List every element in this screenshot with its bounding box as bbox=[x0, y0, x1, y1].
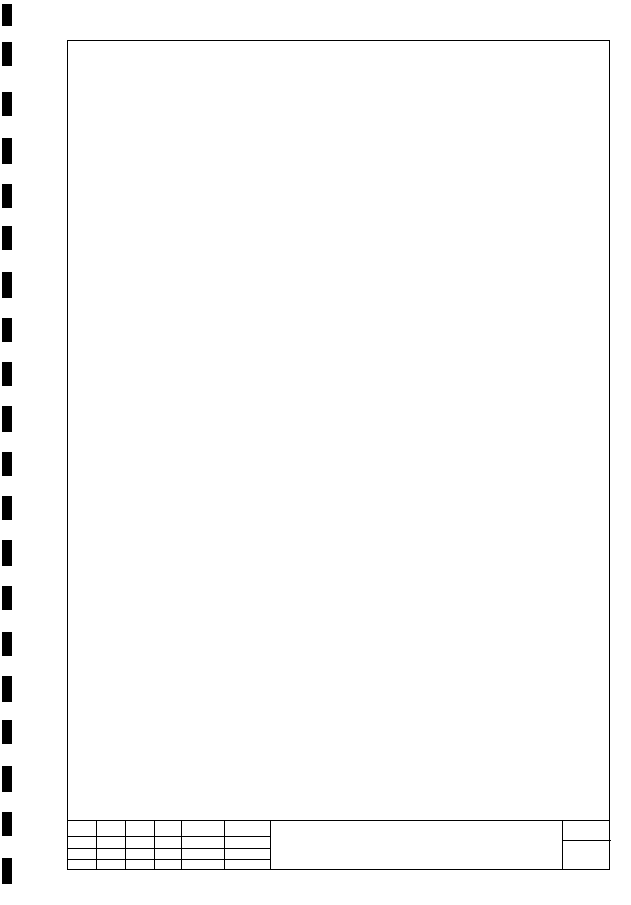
binding-mark bbox=[2, 4, 12, 26]
binding-mark bbox=[2, 318, 12, 342]
binding-mark bbox=[2, 540, 12, 566]
title-block bbox=[68, 820, 609, 869]
page-frame bbox=[67, 40, 610, 870]
stamp-col bbox=[182, 821, 225, 869]
binding-mark bbox=[2, 812, 12, 836]
caption-line bbox=[68, 52, 609, 61]
stamp-rule bbox=[68, 848, 271, 849]
binding-mark bbox=[2, 632, 12, 656]
binding-mark bbox=[2, 138, 12, 164]
binding-mark bbox=[2, 362, 12, 386]
stamp-col bbox=[225, 821, 271, 869]
section-caption bbox=[68, 52, 609, 80]
binding-mark bbox=[2, 272, 12, 298]
binding-mark bbox=[2, 226, 12, 250]
binding-mark bbox=[2, 858, 12, 884]
stamp-rule bbox=[68, 836, 271, 837]
stamp-col bbox=[271, 821, 563, 869]
binding-mark bbox=[2, 496, 12, 520]
binding-mark bbox=[2, 406, 12, 432]
binding-mark bbox=[2, 92, 12, 116]
sheet-divider bbox=[563, 840, 611, 841]
stamp-rule bbox=[68, 859, 271, 860]
caption-line bbox=[68, 70, 609, 79]
binding-mark bbox=[2, 586, 12, 610]
binding-mark bbox=[2, 720, 12, 744]
binding-mark bbox=[2, 676, 12, 702]
stamp-col bbox=[68, 821, 97, 869]
binding-mark bbox=[2, 766, 12, 792]
binding-mark bbox=[2, 452, 12, 476]
stamp-col bbox=[155, 821, 182, 869]
binding-mark bbox=[2, 42, 12, 66]
stamp-col bbox=[126, 821, 155, 869]
content bbox=[68, 47, 609, 80]
binding-mark bbox=[2, 184, 12, 208]
caption-line bbox=[68, 61, 609, 70]
stamp-col bbox=[97, 821, 126, 869]
